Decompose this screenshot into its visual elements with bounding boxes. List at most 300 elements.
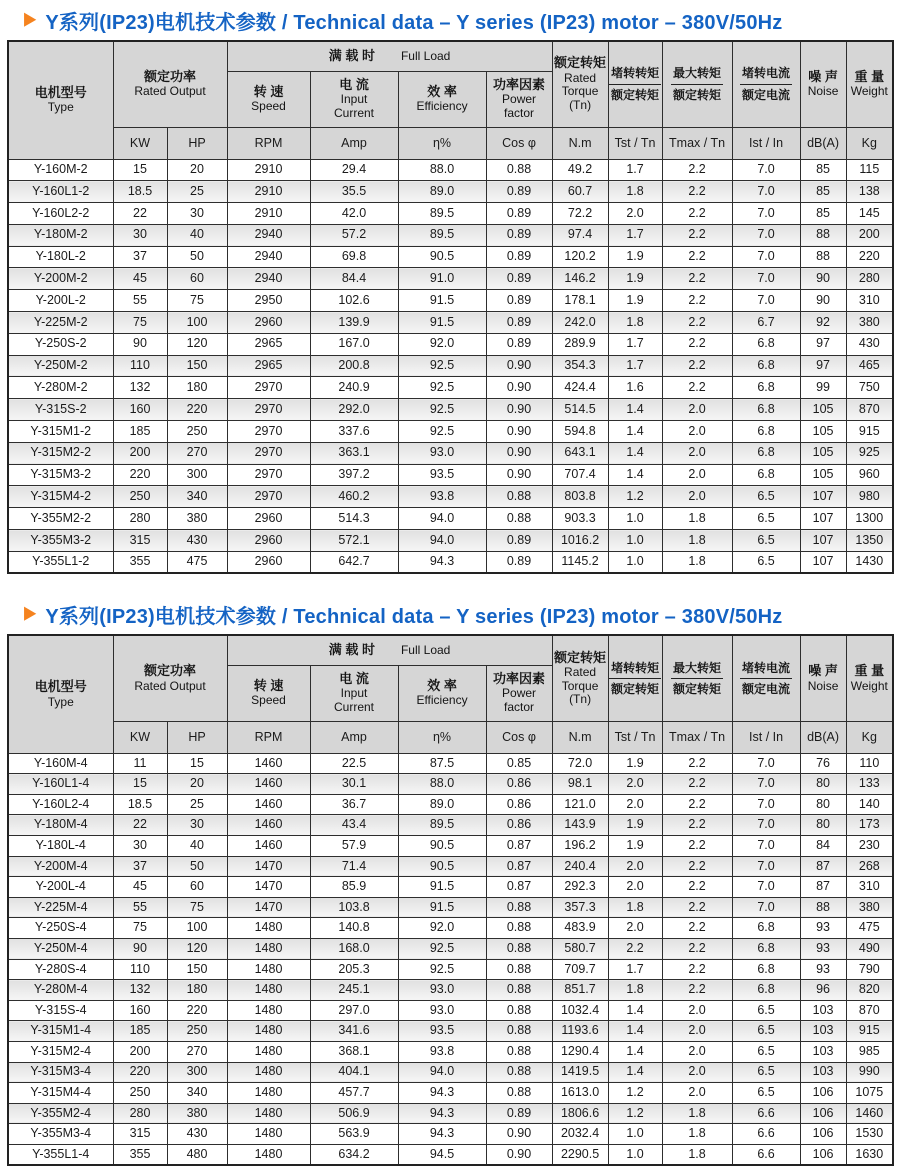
value-cell: 93 [800, 938, 846, 959]
motor-type-cell: Y-180M-2 [8, 224, 113, 246]
value-cell: 380 [846, 312, 893, 334]
value-cell: 93.5 [398, 1021, 486, 1042]
value-cell: 97.4 [552, 224, 608, 246]
value-cell: 2.0 [662, 464, 732, 486]
value-cell: 1480 [227, 938, 310, 959]
value-cell: 2.0 [662, 399, 732, 421]
value-cell: 0.89 [486, 551, 552, 573]
value-cell: 357.3 [552, 897, 608, 918]
value-cell: 1290.4 [552, 1041, 608, 1062]
value-cell: 1.4 [608, 442, 662, 464]
value-cell: 94.0 [398, 530, 486, 552]
value-cell: 94.3 [398, 1083, 486, 1104]
table-row [8, 399, 893, 421]
value-cell: 173 [846, 815, 893, 836]
col-header-noise [800, 41, 846, 127]
value-cell: 88 [800, 897, 846, 918]
value-cell: 145 [846, 203, 893, 225]
value-cell: 37 [113, 856, 167, 877]
value-cell: 92.0 [398, 333, 486, 355]
value-cell: 1075 [846, 1083, 893, 1104]
value-cell: 2940 [227, 246, 310, 268]
value-cell: 15 [167, 753, 227, 774]
value-cell: 6.8 [732, 399, 800, 421]
value-cell: 89.5 [398, 815, 486, 836]
table-row [8, 1021, 893, 1042]
value-cell: 980 [846, 486, 893, 508]
value-cell: 160 [113, 1000, 167, 1021]
motor-type-cell: Y-200L-4 [8, 877, 113, 898]
value-cell: 1470 [227, 856, 310, 877]
header-zh: 噪 声 [808, 663, 838, 679]
value-cell: 0.89 [486, 224, 552, 246]
value-cell: 1.0 [608, 530, 662, 552]
table-row [8, 377, 893, 399]
col-header-current [310, 665, 398, 721]
value-cell: 1.4 [608, 399, 662, 421]
value-cell: 250 [113, 486, 167, 508]
value-cell: 340 [167, 486, 227, 508]
value-cell: 36.7 [310, 794, 398, 815]
value-cell: 22.5 [310, 753, 398, 774]
value-cell: 1.0 [608, 508, 662, 530]
value-cell: 75 [113, 918, 167, 939]
value-cell: 1480 [227, 1144, 310, 1165]
header-zh: 功率因素 [493, 671, 546, 687]
value-cell: 1806.6 [552, 1103, 608, 1124]
value-cell: 380 [167, 1103, 227, 1124]
value-cell: 2.0 [662, 486, 732, 508]
header-zh: 效 率 [427, 678, 457, 694]
value-cell: 200 [113, 442, 167, 464]
value-cell: 430 [167, 530, 227, 552]
value-cell: 93.8 [398, 486, 486, 508]
header-en: Rated [564, 70, 597, 85]
value-cell: 563.9 [310, 1124, 398, 1145]
value-cell: 1.8 [662, 530, 732, 552]
motor-type-cell: Y-280M-4 [8, 980, 113, 1001]
value-cell: 42.0 [310, 203, 398, 225]
value-cell: 7.0 [732, 774, 800, 795]
value-cell: 71.4 [310, 856, 398, 877]
unit-rpm: RPM [227, 127, 310, 159]
value-cell: 100 [167, 312, 227, 334]
table-body-2pole [8, 159, 893, 573]
value-cell: 6.7 [732, 312, 800, 334]
unit-kw: KW [113, 721, 167, 753]
fraction-numerator: 堵转电流 [740, 661, 792, 679]
value-cell: 15 [113, 774, 167, 795]
value-cell: 6.5 [732, 1062, 800, 1083]
value-cell: 45 [113, 877, 167, 898]
value-cell: 35.5 [310, 181, 398, 203]
value-cell: 6.8 [732, 355, 800, 377]
table-row [8, 897, 893, 918]
value-cell: 0.88 [486, 486, 552, 508]
value-cell: 870 [846, 399, 893, 421]
value-cell: 220 [846, 246, 893, 268]
value-cell: 870 [846, 1000, 893, 1021]
value-cell: 30 [167, 203, 227, 225]
table-row [8, 312, 893, 334]
value-cell: 72.2 [552, 203, 608, 225]
motor-type-cell: Y-315M3-2 [8, 464, 113, 486]
value-cell: 0.88 [486, 980, 552, 1001]
value-cell: 93.0 [398, 980, 486, 1001]
value-cell: 0.90 [486, 442, 552, 464]
value-cell: 7.0 [732, 290, 800, 312]
fraction-denominator: 额定转矩 [611, 681, 660, 696]
value-cell: 2.2 [662, 774, 732, 795]
value-cell: 30 [167, 815, 227, 836]
value-cell: 803.8 [552, 486, 608, 508]
value-cell: 6.5 [732, 486, 800, 508]
value-cell: 106 [800, 1144, 846, 1165]
value-cell: 2.0 [608, 918, 662, 939]
fraction-denominator: 额定转矩 [673, 681, 722, 696]
table-row [8, 290, 893, 312]
value-cell: 97 [800, 355, 846, 377]
motor-type-cell: Y-250S-2 [8, 333, 113, 355]
table-row [8, 836, 893, 857]
value-cell: 2.0 [608, 203, 662, 225]
value-cell: 30.1 [310, 774, 398, 795]
table-row [8, 1124, 893, 1145]
motor-type-cell: Y-160L2-4 [8, 794, 113, 815]
value-cell: 1.4 [608, 1062, 662, 1083]
value-cell: 2970 [227, 399, 310, 421]
value-cell: 2290.5 [552, 1144, 608, 1165]
value-cell: 96 [800, 980, 846, 1001]
value-cell: 0.88 [486, 159, 552, 181]
unit-nm: N.m [552, 721, 608, 753]
value-cell: 168.0 [310, 938, 398, 959]
value-cell: 2.2 [662, 224, 732, 246]
value-cell: 69.8 [310, 246, 398, 268]
arrow-icon: ▶ [24, 603, 37, 624]
value-cell: 87 [800, 877, 846, 898]
motor-type-cell: Y-315S-4 [8, 1000, 113, 1021]
value-cell: 91.5 [398, 877, 486, 898]
header-en: Input [340, 686, 368, 701]
table-row [8, 1062, 893, 1083]
value-cell: 642.7 [310, 551, 398, 573]
value-cell: 1.7 [608, 959, 662, 980]
value-cell: 0.89 [486, 312, 552, 334]
motor-table-2pole [7, 40, 894, 574]
value-cell: 1.8 [608, 980, 662, 1001]
value-cell: 115 [846, 159, 893, 181]
value-cell: 106 [800, 1083, 846, 1104]
value-cell: 6.6 [732, 1124, 800, 1145]
value-cell: 180 [167, 980, 227, 1001]
table-row [8, 464, 893, 486]
value-cell: 90 [113, 938, 167, 959]
value-cell: 150 [167, 355, 227, 377]
unit-dba: dB(A) [800, 127, 846, 159]
value-cell: 634.2 [310, 1144, 398, 1165]
value-cell: 94.3 [398, 551, 486, 573]
value-cell: 1.7 [608, 159, 662, 181]
value-cell: 1.9 [608, 815, 662, 836]
value-cell: 1480 [227, 959, 310, 980]
header-en: Type [47, 694, 74, 709]
value-cell: 1.4 [608, 464, 662, 486]
value-cell: 220 [167, 1000, 227, 1021]
col-header-locked-rotor-torque [608, 41, 662, 127]
motor-type-cell: Y-200M-4 [8, 856, 113, 877]
value-cell: 99 [800, 377, 846, 399]
value-cell: 80 [800, 815, 846, 836]
value-cell: 0.90 [486, 464, 552, 486]
value-cell: 88.0 [398, 159, 486, 181]
unit-cosphi: Cos φ [486, 721, 552, 753]
unit-ist-in: Ist / In [732, 721, 800, 753]
unit-hp: HP [167, 721, 227, 753]
value-cell: 29.4 [310, 159, 398, 181]
value-cell: 94.5 [398, 1144, 486, 1165]
value-cell: 0.87 [486, 836, 552, 857]
value-cell: 2960 [227, 508, 310, 530]
value-cell: 0.88 [486, 1062, 552, 1083]
value-cell: 140 [846, 794, 893, 815]
value-cell: 315 [113, 530, 167, 552]
value-cell: 143.9 [552, 815, 608, 836]
value-cell: 7.0 [732, 753, 800, 774]
col-header-full-load [227, 635, 552, 665]
header-zh: 电机型号 [34, 85, 87, 101]
value-cell: 514.3 [310, 508, 398, 530]
col-header-noise [800, 635, 846, 721]
unit-tst-tn: Tst / Tn [608, 127, 662, 159]
value-cell: 160 [113, 399, 167, 421]
value-cell: 205.3 [310, 959, 398, 980]
value-cell: 0.87 [486, 877, 552, 898]
value-cell: 84 [800, 836, 846, 857]
table-row [8, 442, 893, 464]
value-cell: 50 [167, 246, 227, 268]
value-cell: 105 [800, 442, 846, 464]
value-cell: 2.2 [662, 290, 732, 312]
value-cell: 297.0 [310, 1000, 398, 1021]
value-cell: 6.8 [732, 959, 800, 980]
value-cell: 1.7 [608, 355, 662, 377]
value-cell: 594.8 [552, 421, 608, 443]
value-cell: 0.89 [486, 1103, 552, 1124]
motor-type-cell: Y-355M3-2 [8, 530, 113, 552]
value-cell: 0.90 [486, 377, 552, 399]
value-cell: 2.0 [662, 1062, 732, 1083]
value-cell: 2970 [227, 421, 310, 443]
value-cell: 84.4 [310, 268, 398, 290]
value-cell: 94.0 [398, 508, 486, 530]
unit-kw: KW [113, 127, 167, 159]
value-cell: 37 [113, 246, 167, 268]
value-cell: 6.6 [732, 1103, 800, 1124]
table-row [8, 355, 893, 377]
value-cell: 87 [800, 856, 846, 877]
value-cell: 11 [113, 753, 167, 774]
value-cell: 1460 [227, 836, 310, 857]
value-cell: 93.0 [398, 1000, 486, 1021]
value-cell: 1.4 [608, 1041, 662, 1062]
value-cell: 30 [113, 224, 167, 246]
header-en: Type [47, 100, 74, 115]
header-en: Current [334, 700, 375, 715]
section-4pole [0, 574, 900, 1166]
header-en: Input [340, 92, 368, 107]
value-cell: 1.0 [608, 551, 662, 573]
value-cell: 7.0 [732, 794, 800, 815]
unit-kg: Kg [846, 127, 893, 159]
col-header-max-torque [662, 41, 732, 127]
table-row [8, 268, 893, 290]
value-cell: 289.9 [552, 333, 608, 355]
motor-type-cell: Y-315M4-2 [8, 486, 113, 508]
value-cell: 903.3 [552, 508, 608, 530]
motor-type-cell: Y-315M3-4 [8, 1062, 113, 1083]
value-cell: 1.2 [608, 486, 662, 508]
header-zh: 重 量 [854, 663, 885, 679]
value-cell: 22 [113, 203, 167, 225]
value-cell: 490 [846, 938, 893, 959]
value-cell: 1.0 [608, 1124, 662, 1145]
motor-type-cell: Y-250S-4 [8, 918, 113, 939]
value-cell: 178.1 [552, 290, 608, 312]
header-en: Full Load [400, 643, 451, 658]
header-en: Noise [807, 84, 839, 99]
header-en: Rated Output [134, 678, 206, 693]
header-zh: 电 流 [339, 77, 369, 93]
table-row [8, 551, 893, 573]
value-cell: 6.8 [732, 980, 800, 1001]
value-cell: 7.0 [732, 203, 800, 225]
value-cell: 1.8 [662, 1124, 732, 1145]
value-cell: 2970 [227, 464, 310, 486]
table-row [8, 508, 893, 530]
col-header-locked-rotor-current [732, 41, 800, 127]
value-cell: 200 [846, 224, 893, 246]
header-zh: 额定转矩 [554, 55, 607, 71]
value-cell: 7.0 [732, 856, 800, 877]
value-cell: 368.1 [310, 1041, 398, 1062]
table-row [8, 421, 893, 443]
value-cell: 2910 [227, 203, 310, 225]
value-cell: 2965 [227, 355, 310, 377]
col-header-weight [846, 41, 893, 127]
unit-tmax-tn: Tmax / Tn [662, 127, 732, 159]
value-cell: 1016.2 [552, 530, 608, 552]
header-zh: 转 速 [253, 678, 284, 694]
value-cell: 1430 [846, 551, 893, 573]
unit-kg: Kg [846, 721, 893, 753]
arrow-icon: ▶ [24, 9, 37, 30]
motor-type-cell: Y-355L1-2 [8, 551, 113, 573]
header-en: (Tn) [569, 98, 592, 113]
value-cell: 185 [113, 1021, 167, 1042]
value-cell: 91.5 [398, 290, 486, 312]
value-cell: 49.2 [552, 159, 608, 181]
value-cell: 245.1 [310, 980, 398, 1001]
value-cell: 1300 [846, 508, 893, 530]
value-cell: 94.3 [398, 1103, 486, 1124]
value-cell: 80 [800, 774, 846, 795]
value-cell: 2.0 [662, 1041, 732, 1062]
header-en: (Tn) [569, 692, 592, 707]
col-header-locked-rotor-current [732, 635, 800, 721]
value-cell: 7.0 [732, 224, 800, 246]
value-cell: 925 [846, 442, 893, 464]
table-row [8, 246, 893, 268]
value-cell: 915 [846, 1021, 893, 1042]
motor-type-cell: Y-355L1-4 [8, 1144, 113, 1165]
value-cell: 7.0 [732, 246, 800, 268]
value-cell: 0.88 [486, 1041, 552, 1062]
value-cell: 76 [800, 753, 846, 774]
value-cell: 1.9 [608, 246, 662, 268]
value-cell: 820 [846, 980, 893, 1001]
value-cell: 132 [113, 377, 167, 399]
value-cell: 150 [167, 959, 227, 980]
value-cell: 57.9 [310, 836, 398, 857]
value-cell: 250 [167, 421, 227, 443]
value-cell: 25 [167, 181, 227, 203]
value-cell: 430 [167, 1124, 227, 1145]
motor-type-cell: Y-200M-2 [8, 268, 113, 290]
value-cell: 2.0 [662, 421, 732, 443]
value-cell: 92.5 [398, 355, 486, 377]
value-cell: 110 [113, 355, 167, 377]
value-cell: 6.8 [732, 918, 800, 939]
value-cell: 0.88 [486, 938, 552, 959]
header-zh: 额定功率 [144, 663, 197, 679]
value-cell: 55 [113, 897, 167, 918]
unit-tmax-tn: Tmax / Tn [662, 721, 732, 753]
value-cell: 6.5 [732, 1000, 800, 1021]
value-cell: 196.2 [552, 836, 608, 857]
value-cell: 88.0 [398, 774, 486, 795]
unit-cosphi: Cos φ [486, 127, 552, 159]
value-cell: 30 [113, 836, 167, 857]
value-cell: 7.0 [732, 836, 800, 857]
value-cell: 90 [800, 290, 846, 312]
value-cell: 0.88 [486, 959, 552, 980]
value-cell: 140.8 [310, 918, 398, 939]
value-cell: 1480 [227, 1062, 310, 1083]
col-header-efficiency [398, 71, 486, 127]
value-cell: 2.0 [608, 794, 662, 815]
value-cell: 133 [846, 774, 893, 795]
value-cell: 2.0 [662, 1000, 732, 1021]
col-header-type [8, 635, 113, 753]
header-en: factor [504, 106, 535, 121]
header-zh: 满 载 时 [328, 642, 375, 658]
value-cell: 1470 [227, 897, 310, 918]
value-cell: 483.9 [552, 918, 608, 939]
value-cell: 1480 [227, 918, 310, 939]
table-row [8, 159, 893, 181]
value-cell: 0.90 [486, 1124, 552, 1145]
value-cell: 475 [846, 918, 893, 939]
value-cell: 105 [800, 399, 846, 421]
value-cell: 85 [800, 181, 846, 203]
table-row [8, 1144, 893, 1165]
value-cell: 1193.6 [552, 1021, 608, 1042]
motor-type-cell: Y-250M-2 [8, 355, 113, 377]
value-cell: 6.5 [732, 508, 800, 530]
value-cell: 2.2 [662, 877, 732, 898]
motor-type-cell: Y-160L1-2 [8, 181, 113, 203]
